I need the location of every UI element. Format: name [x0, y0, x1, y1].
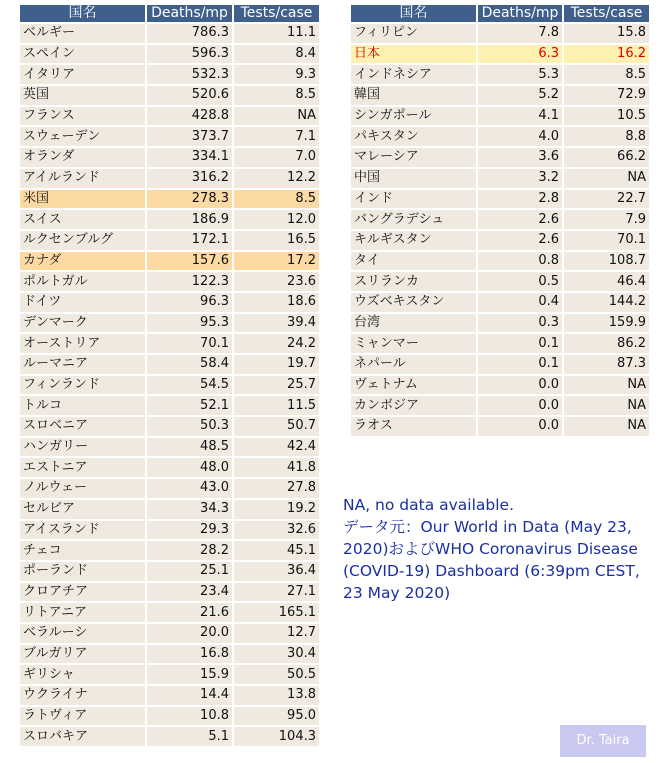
- right-data-table: [349, 3, 651, 438]
- tests-cell: NA: [564, 396, 649, 415]
- country-cell: 日本: [351, 45, 476, 64]
- header-deaths: Deaths/mp: [478, 5, 562, 22]
- deaths-cell: 34.3: [147, 500, 232, 519]
- table-row: [351, 252, 649, 271]
- country-cell: ウクライナ: [20, 686, 145, 705]
- tests-cell: 42.4: [234, 438, 319, 457]
- tests-cell: 8.8: [564, 127, 649, 146]
- country-cell: 英国: [20, 86, 145, 105]
- table-row: [20, 500, 319, 519]
- deaths-cell: 0.1: [478, 334, 562, 353]
- country-cell: チェコ: [20, 541, 145, 560]
- left-table-body: [20, 24, 319, 746]
- country-cell: ラトヴィア: [20, 707, 145, 726]
- country-cell: バングラデシュ: [351, 210, 476, 229]
- deaths-cell: 14.4: [147, 686, 232, 705]
- tests-cell: 41.8: [234, 458, 319, 477]
- header-country: 国名: [351, 5, 476, 22]
- country-cell: ドイツ: [20, 293, 145, 312]
- tests-cell: 22.7: [564, 190, 649, 209]
- tests-cell: 87.3: [564, 355, 649, 374]
- table-row: [351, 334, 649, 353]
- tests-cell: 17.2: [234, 252, 319, 271]
- country-cell: シンガポール: [351, 107, 476, 126]
- tests-cell: 19.7: [234, 355, 319, 374]
- deaths-cell: 3.6: [478, 148, 562, 167]
- deaths-cell: 43.0: [147, 479, 232, 498]
- deaths-cell: 5.1: [147, 727, 232, 746]
- country-cell: スペイン: [20, 45, 145, 64]
- deaths-cell: 96.3: [147, 293, 232, 312]
- tests-cell: 12.2: [234, 169, 319, 188]
- country-cell: 台湾: [351, 314, 476, 333]
- country-cell: フランス: [20, 107, 145, 126]
- deaths-cell: 428.8: [147, 107, 232, 126]
- deaths-cell: 95.3: [147, 314, 232, 333]
- deaths-cell: 0.0: [478, 376, 562, 395]
- deaths-cell: 16.8: [147, 645, 232, 664]
- deaths-cell: 596.3: [147, 45, 232, 64]
- deaths-cell: 25.1: [147, 562, 232, 581]
- table-row: [20, 686, 319, 705]
- tests-cell: 25.7: [234, 376, 319, 395]
- tests-cell: 144.2: [564, 293, 649, 312]
- tests-cell: 8.5: [564, 65, 649, 84]
- tests-cell: 19.2: [234, 500, 319, 519]
- country-cell: ブルガリア: [20, 645, 145, 664]
- deaths-cell: 786.3: [147, 24, 232, 43]
- tests-cell: 165.1: [234, 603, 319, 622]
- country-cell: リトアニア: [20, 603, 145, 622]
- tests-cell: 12.7: [234, 624, 319, 643]
- tests-cell: 108.7: [564, 252, 649, 271]
- table-row: [351, 127, 649, 146]
- country-cell: ラオス: [351, 417, 476, 436]
- country-cell: ポーランド: [20, 562, 145, 581]
- tests-cell: 8.5: [234, 190, 319, 209]
- table-row: [20, 293, 319, 312]
- table-row: [351, 231, 649, 250]
- deaths-cell: 0.0: [478, 417, 562, 436]
- table-row: [351, 272, 649, 291]
- tests-cell: 16.5: [234, 231, 319, 250]
- deaths-cell: 122.3: [147, 272, 232, 291]
- tests-cell: 45.1: [234, 541, 319, 560]
- tests-cell: 95.0: [234, 707, 319, 726]
- tests-cell: 36.4: [234, 562, 319, 581]
- table-row: [20, 376, 319, 395]
- tests-cell: NA: [564, 376, 649, 395]
- deaths-cell: 48.0: [147, 458, 232, 477]
- header-country: 国名: [20, 5, 145, 22]
- tests-cell: 11.5: [234, 396, 319, 415]
- tests-cell: 32.6: [234, 521, 319, 540]
- table-row: [20, 231, 319, 250]
- country-cell: ポルトガル: [20, 272, 145, 291]
- table-row: [20, 624, 319, 643]
- table-row: [351, 210, 649, 229]
- deaths-cell: 2.8: [478, 190, 562, 209]
- table-row: [20, 645, 319, 664]
- table-row: [20, 45, 319, 64]
- tests-cell: 23.6: [234, 272, 319, 291]
- table-row: [351, 169, 649, 188]
- country-cell: ウズベキスタン: [351, 293, 476, 312]
- country-cell: ルクセンブルグ: [20, 231, 145, 250]
- country-cell: クロアチア: [20, 583, 145, 602]
- deaths-cell: 3.2: [478, 169, 562, 188]
- country-cell: マレーシア: [351, 148, 476, 167]
- tests-cell: 46.4: [564, 272, 649, 291]
- deaths-cell: 316.2: [147, 169, 232, 188]
- deaths-cell: 20.0: [147, 624, 232, 643]
- table-row: [20, 541, 319, 560]
- deaths-cell: 70.1: [147, 334, 232, 353]
- tests-cell: 24.2: [234, 334, 319, 353]
- tests-cell: 8.5: [234, 86, 319, 105]
- country-cell: オーストリア: [20, 334, 145, 353]
- tests-cell: 7.9: [564, 210, 649, 229]
- country-cell: アイスランド: [20, 521, 145, 540]
- deaths-cell: 54.5: [147, 376, 232, 395]
- na-note: NA, no data available.: [343, 496, 515, 514]
- deaths-cell: 373.7: [147, 127, 232, 146]
- table-row: [20, 169, 319, 188]
- tests-cell: 159.9: [564, 314, 649, 333]
- deaths-cell: 334.1: [147, 148, 232, 167]
- table-row: [351, 417, 649, 436]
- table-row: [20, 355, 319, 374]
- deaths-cell: 4.0: [478, 127, 562, 146]
- deaths-cell: 4.1: [478, 107, 562, 126]
- left-header-row: [20, 5, 319, 22]
- tests-cell: 13.8: [234, 686, 319, 705]
- deaths-cell: 532.3: [147, 65, 232, 84]
- table-row: [20, 210, 319, 229]
- table-row: [351, 45, 649, 64]
- deaths-cell: 278.3: [147, 190, 232, 209]
- country-cell: スイス: [20, 210, 145, 229]
- country-cell: フィンランド: [20, 376, 145, 395]
- deaths-cell: 0.8: [478, 252, 562, 271]
- table-row: [351, 293, 649, 312]
- table-row: [20, 24, 319, 43]
- header-tests: Tests/case: [234, 5, 319, 22]
- table-row: [351, 24, 649, 43]
- country-cell: ミャンマー: [351, 334, 476, 353]
- deaths-cell: 0.1: [478, 355, 562, 374]
- deaths-cell: 50.3: [147, 417, 232, 436]
- country-cell: ベルギー: [20, 24, 145, 43]
- deaths-cell: 58.4: [147, 355, 232, 374]
- tests-cell: NA: [564, 169, 649, 188]
- country-cell: タイ: [351, 252, 476, 271]
- tests-cell: 27.1: [234, 583, 319, 602]
- tests-cell: 11.1: [234, 24, 319, 43]
- table-row: [20, 707, 319, 726]
- tests-cell: 8.4: [234, 45, 319, 64]
- tests-cell: 10.5: [564, 107, 649, 126]
- deaths-cell: 29.3: [147, 521, 232, 540]
- deaths-cell: 172.1: [147, 231, 232, 250]
- country-cell: ネパール: [351, 355, 476, 374]
- author-signature-badge: Dr. Taira: [560, 725, 646, 757]
- table-row: [351, 190, 649, 209]
- country-cell: カンボジア: [351, 396, 476, 415]
- country-cell: トルコ: [20, 396, 145, 415]
- country-cell: 韓国: [351, 86, 476, 105]
- tests-cell: 12.0: [234, 210, 319, 229]
- table-row: [351, 107, 649, 126]
- country-cell: インド: [351, 190, 476, 209]
- deaths-cell: 0.5: [478, 272, 562, 291]
- country-cell: キルギスタン: [351, 231, 476, 250]
- country-cell: インドネシア: [351, 65, 476, 84]
- country-cell: アイルランド: [20, 169, 145, 188]
- table-row: [20, 127, 319, 146]
- deaths-cell: 520.6: [147, 86, 232, 105]
- tests-cell: 70.1: [564, 231, 649, 250]
- table-row: [20, 190, 319, 209]
- tests-cell: NA: [564, 417, 649, 436]
- right-header-row: [351, 5, 649, 22]
- table-row: [20, 603, 319, 622]
- country-cell: ルーマニア: [20, 355, 145, 374]
- deaths-cell: 0.4: [478, 293, 562, 312]
- table-row: [20, 727, 319, 746]
- table-row: [351, 376, 649, 395]
- country-cell: ギリシャ: [20, 665, 145, 684]
- table-row: [20, 458, 319, 477]
- deaths-cell: 2.6: [478, 231, 562, 250]
- deaths-cell: 2.6: [478, 210, 562, 229]
- table-row: [20, 583, 319, 602]
- deaths-cell: 0.0: [478, 396, 562, 415]
- table-row: [20, 252, 319, 271]
- country-cell: エストニア: [20, 458, 145, 477]
- header-deaths: Deaths/mp: [147, 5, 232, 22]
- country-cell: ノルウェー: [20, 479, 145, 498]
- deaths-cell: 5.2: [478, 86, 562, 105]
- tests-cell: 66.2: [564, 148, 649, 167]
- table-row: [20, 479, 319, 498]
- country-cell: オランダ: [20, 148, 145, 167]
- tests-cell: 9.3: [234, 65, 319, 84]
- table-row: [20, 148, 319, 167]
- country-cell: 中国: [351, 169, 476, 188]
- deaths-cell: 186.9: [147, 210, 232, 229]
- table-row: [20, 396, 319, 415]
- tests-cell: NA: [234, 107, 319, 126]
- tests-cell: 50.5: [234, 665, 319, 684]
- tests-cell: 16.2: [564, 45, 649, 64]
- deaths-cell: 48.5: [147, 438, 232, 457]
- deaths-cell: 52.1: [147, 396, 232, 415]
- table-row: [20, 438, 319, 457]
- tests-cell: 86.2: [564, 334, 649, 353]
- table-row: [20, 272, 319, 291]
- table-row: [20, 334, 319, 353]
- tests-cell: 27.8: [234, 479, 319, 498]
- tests-cell: 7.1: [234, 127, 319, 146]
- tests-cell: 7.0: [234, 148, 319, 167]
- tests-cell: 50.7: [234, 417, 319, 436]
- source-notes: [343, 494, 663, 604]
- table-row: [20, 521, 319, 540]
- deaths-cell: 10.8: [147, 707, 232, 726]
- deaths-cell: 5.3: [478, 65, 562, 84]
- country-cell: セルビア: [20, 500, 145, 519]
- table-row: [20, 562, 319, 581]
- table-row: [351, 396, 649, 415]
- table-row: [20, 417, 319, 436]
- data-source-note: データ元：Our World in Data (May 23, 2020)およびWHO Coronavirus Disease (COVID-19) Dashboard (6:39pm CEST, 23 May 2020): [343, 518, 645, 602]
- deaths-cell: 21.6: [147, 603, 232, 622]
- deaths-cell: 0.3: [478, 314, 562, 333]
- country-cell: フィリピン: [351, 24, 476, 43]
- tests-cell: 30.4: [234, 645, 319, 664]
- table-row: [351, 355, 649, 374]
- country-cell: ベラルーシ: [20, 624, 145, 643]
- country-cell: イタリア: [20, 65, 145, 84]
- country-cell: パキスタン: [351, 127, 476, 146]
- country-cell: 米国: [20, 190, 145, 209]
- right-table-body: [351, 24, 649, 436]
- header-tests: Tests/case: [564, 5, 649, 22]
- deaths-cell: 6.3: [478, 45, 562, 64]
- deaths-cell: 7.8: [478, 24, 562, 43]
- tests-cell: 39.4: [234, 314, 319, 333]
- deaths-cell: 28.2: [147, 541, 232, 560]
- country-cell: カナダ: [20, 252, 145, 271]
- deaths-cell: 23.4: [147, 583, 232, 602]
- country-cell: デンマーク: [20, 314, 145, 333]
- table-row: [351, 148, 649, 167]
- table-row: [351, 314, 649, 333]
- deaths-cell: 15.9: [147, 665, 232, 684]
- table-row: [20, 314, 319, 333]
- left-data-table: [18, 3, 321, 748]
- deaths-cell: 157.6: [147, 252, 232, 271]
- table-row: [20, 665, 319, 684]
- country-cell: スウェーデン: [20, 127, 145, 146]
- tests-cell: 18.6: [234, 293, 319, 312]
- country-cell: ハンガリー: [20, 438, 145, 457]
- country-cell: スリランカ: [351, 272, 476, 291]
- country-cell: スロベニア: [20, 417, 145, 436]
- table-row: [351, 65, 649, 84]
- country-cell: スロバキア: [20, 727, 145, 746]
- table-row: [351, 86, 649, 105]
- table-row: [20, 65, 319, 84]
- tests-cell: 15.8: [564, 24, 649, 43]
- tests-cell: 72.9: [564, 86, 649, 105]
- table-row: [20, 107, 319, 126]
- country-cell: ヴェトナム: [351, 376, 476, 395]
- table-row: [20, 86, 319, 105]
- tests-cell: 104.3: [234, 727, 319, 746]
